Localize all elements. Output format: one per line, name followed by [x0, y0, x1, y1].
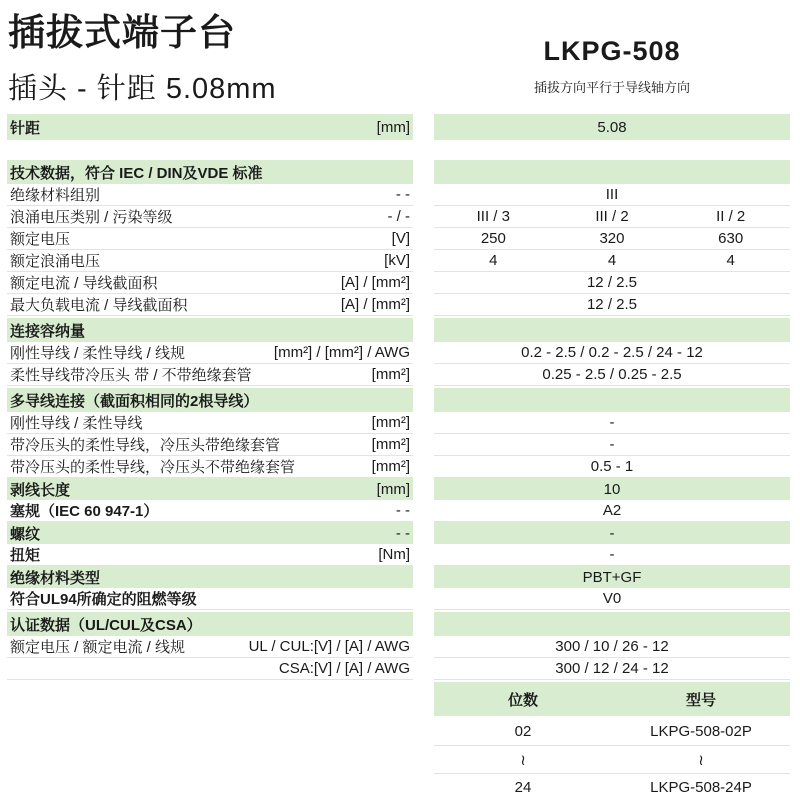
- spec-value-cell: [434, 478, 790, 500]
- section-title: 技术数据，符合 IEC / DIN及VDE 标准: [10, 164, 263, 182]
- model-block: [434, 36, 790, 96]
- row-label: 额定电压 / 额定电流 / 线规: [10, 639, 186, 656]
- row-unit: [A] / [mm²]: [340, 274, 410, 291]
- row-unit: [mm]: [376, 118, 410, 136]
- models-part-number: ≀: [698, 751, 704, 769]
- spec-value-cell: [434, 114, 790, 140]
- row-unit: [mm²]: [371, 458, 410, 475]
- spec-row: [7, 658, 800, 680]
- spec-label-cell: [7, 206, 413, 228]
- row-value: 4: [489, 252, 498, 269]
- row-unit: [mm²]: [371, 436, 410, 453]
- row-label: 螺纹: [10, 525, 41, 543]
- row-value: III / 2: [595, 208, 629, 225]
- models-positions: 02: [514, 723, 532, 740]
- row-value: 4: [607, 252, 617, 269]
- models-header-positions: 位数: [507, 691, 538, 709]
- spec-label-cell: [7, 544, 413, 566]
- models-row: [434, 718, 790, 746]
- row-unit: [Nm]: [378, 546, 410, 563]
- row-label: 绝缘材料类型: [10, 569, 101, 587]
- page-subtitle: 插头 - 针距 5.08mm: [8, 73, 277, 105]
- models-table-header: [434, 682, 790, 716]
- row-label: 刚性导线 / 柔性导线 / 线规: [10, 345, 186, 362]
- spec-value-cell: [434, 412, 790, 434]
- spec-row: [7, 456, 800, 478]
- models-part-number: LKPG-508-02P: [650, 723, 752, 740]
- section-value-cell: [434, 388, 790, 412]
- spec-value-cell: [434, 250, 790, 272]
- models-row: [434, 746, 790, 774]
- spec-label-cell: [7, 456, 413, 478]
- spec-row: [7, 544, 800, 566]
- row-label: 扭矩: [10, 547, 41, 564]
- row-label: 带冷压头的柔性导线，冷压头不带绝缘套管: [10, 459, 296, 476]
- row-unit: [A] / [mm²]: [340, 296, 410, 313]
- section-label-cell: [7, 612, 413, 636]
- spec-value-cell: [434, 342, 790, 364]
- spec-label-cell: [7, 114, 413, 140]
- spec-label-cell: [7, 294, 413, 316]
- row-label: 额定浪涌电压: [10, 253, 101, 270]
- spec-row: [7, 434, 800, 456]
- row-value: 250: [480, 230, 506, 247]
- row-value: 0.5 - 1: [590, 458, 634, 475]
- row-value: 12 / 2.5: [586, 274, 638, 291]
- spec-value-cell: [434, 566, 790, 588]
- row-unit: - -: [395, 186, 410, 203]
- spec-value-cell: [434, 434, 790, 456]
- spec-row: [7, 184, 800, 206]
- row-unit: - / -: [387, 208, 410, 225]
- spec-label-cell: [7, 588, 413, 610]
- spec-row: [7, 478, 800, 500]
- row-label: 针距: [10, 119, 41, 137]
- row-value: A2: [602, 502, 622, 519]
- spec-value-cell: [434, 588, 790, 610]
- spec-value-cell: [434, 294, 790, 316]
- row-label: 塞规（IEC 60 947-1）: [10, 503, 159, 520]
- spec-label-cell: [7, 412, 413, 434]
- row-value: 300 / 10 / 26 - 12: [555, 638, 669, 655]
- spec-value-cell: [434, 522, 790, 544]
- spec-label-cell: [7, 658, 413, 680]
- row-value: 300 / 12 / 24 - 12: [555, 660, 669, 677]
- section-value-cell: [434, 318, 790, 342]
- row-value: 5.08: [597, 118, 627, 136]
- section-label-cell: [7, 388, 413, 412]
- row-label: 绝缘材料组别: [10, 187, 101, 204]
- section-title: 认证数据（UL/CUL及CSA）: [10, 616, 202, 634]
- spec-row: [7, 522, 800, 544]
- spec-label-cell: [7, 522, 413, 544]
- row-unit: [mm²]: [371, 366, 410, 383]
- row-unit: [mm²] / [mm²] / AWG: [273, 344, 410, 361]
- spec-row-pitch: [7, 114, 800, 140]
- row-value: 320: [599, 230, 625, 247]
- row-label: 带冷压头的柔性导线，冷压头带绝缘套管: [10, 437, 281, 454]
- row-value: -: [609, 524, 615, 542]
- spec-row: [7, 294, 800, 316]
- model-orientation-note: 插拔方向平行于导线轴方向: [533, 80, 690, 95]
- section-value-cell: [434, 160, 790, 184]
- row-label: 最大负载电流 / 导线截面积: [10, 297, 188, 314]
- row-value: III / 3: [476, 208, 510, 225]
- spec-row: [7, 342, 800, 364]
- row-label: 额定电压: [10, 231, 71, 248]
- spec-value-cell: [434, 636, 790, 658]
- models-row: [434, 774, 790, 800]
- spec-row: [7, 228, 800, 250]
- spec-row: [7, 364, 800, 386]
- spec-label-cell: [7, 342, 413, 364]
- spacer: [0, 140, 800, 158]
- spec-value-cell: [434, 456, 790, 478]
- spec-label-cell: [7, 636, 413, 658]
- spec-row: [7, 412, 800, 434]
- section-header-row: [7, 612, 800, 636]
- spec-value-cell: [434, 184, 790, 206]
- row-value: 0.2 - 2.5 / 0.2 - 2.5 / 24 - 12: [521, 344, 703, 361]
- spec-value-cell: [434, 500, 790, 522]
- row-value: V0: [602, 590, 622, 607]
- models-table: [434, 682, 790, 800]
- row-unit: - -: [395, 524, 410, 542]
- row-label: 额定电流 / 导线截面积: [10, 275, 158, 292]
- spec-label-cell: [7, 272, 413, 294]
- row-unit: [mm]: [376, 480, 410, 498]
- section-header-row: [7, 388, 800, 412]
- models-positions: ≀: [520, 751, 526, 769]
- section-header-row: [7, 160, 800, 184]
- row-value: 630: [718, 230, 744, 247]
- section-label-cell: [7, 160, 413, 184]
- spec-label-cell: [7, 364, 413, 386]
- spec-row: [7, 588, 800, 610]
- header: [0, 0, 800, 112]
- row-label: 剥线长度: [10, 481, 71, 499]
- row-value: -: [609, 414, 615, 431]
- spec-label-cell: [7, 500, 413, 522]
- row-unit: CSA:[V] / [A] / AWG: [278, 660, 410, 677]
- models-header-part-number: 型号: [685, 691, 716, 709]
- spec-label-cell: [7, 478, 413, 500]
- row-label: 浪涌电压类别 / 污染等级: [10, 209, 173, 226]
- row-value: II / 2: [716, 208, 746, 225]
- row-unit: UL / CUL:[V] / [A] / AWG: [248, 638, 410, 655]
- spec-value-cell: [434, 272, 790, 294]
- row-value: III: [605, 186, 619, 203]
- row-label: 符合UL94所确定的阻燃等级: [10, 591, 197, 608]
- section-label-cell: [7, 318, 413, 342]
- row-unit: - -: [395, 502, 410, 519]
- row-value: 12 / 2.5: [586, 296, 638, 313]
- section-value-cell: [434, 612, 790, 636]
- spec-value-cell: [434, 364, 790, 386]
- row-value: 0.25 - 2.5 / 0.25 - 2.5: [542, 366, 682, 383]
- spec-row: [7, 206, 800, 228]
- model-number: LKPG-508: [543, 36, 681, 66]
- spec-row: [7, 500, 800, 522]
- models-part-number: LKPG-508-24P: [650, 779, 752, 796]
- page-title: 插拔式端子台: [8, 12, 236, 53]
- row-label: 柔性导线带冷压头 带 / 不带绝缘套管: [10, 367, 252, 384]
- spec-label-cell: [7, 184, 413, 206]
- row-value: 4: [726, 252, 735, 269]
- spec-value-cell: [434, 206, 790, 228]
- spec-row: [7, 636, 800, 658]
- spec-value-cell: [434, 228, 790, 250]
- spec-row: [7, 250, 800, 272]
- spec-label-cell: [7, 566, 413, 588]
- section-title: 连接容纳量: [10, 322, 86, 340]
- section-header-row: [7, 318, 800, 342]
- row-value: 10: [603, 480, 621, 498]
- spec-label-cell: [7, 434, 413, 456]
- models-positions: 24: [514, 779, 532, 796]
- row-unit: [mm²]: [371, 414, 410, 431]
- spec-row: [7, 272, 800, 294]
- section-title: 多导线连接（截面积相同的2根导线）: [10, 392, 259, 410]
- row-value: -: [609, 546, 615, 563]
- spec-value-cell: [434, 544, 790, 566]
- row-label: 刚性导线 / 柔性导线: [10, 415, 143, 432]
- row-unit: [kV]: [384, 252, 410, 269]
- spec-value-cell: [434, 658, 790, 680]
- spec-table: [0, 114, 800, 680]
- row-value: -: [609, 436, 615, 453]
- row-value: PBT+GF: [582, 568, 642, 586]
- row-unit: [V]: [391, 230, 410, 247]
- spec-label-cell: [7, 250, 413, 272]
- spec-row: [7, 566, 800, 588]
- spec-label-cell: [7, 228, 413, 250]
